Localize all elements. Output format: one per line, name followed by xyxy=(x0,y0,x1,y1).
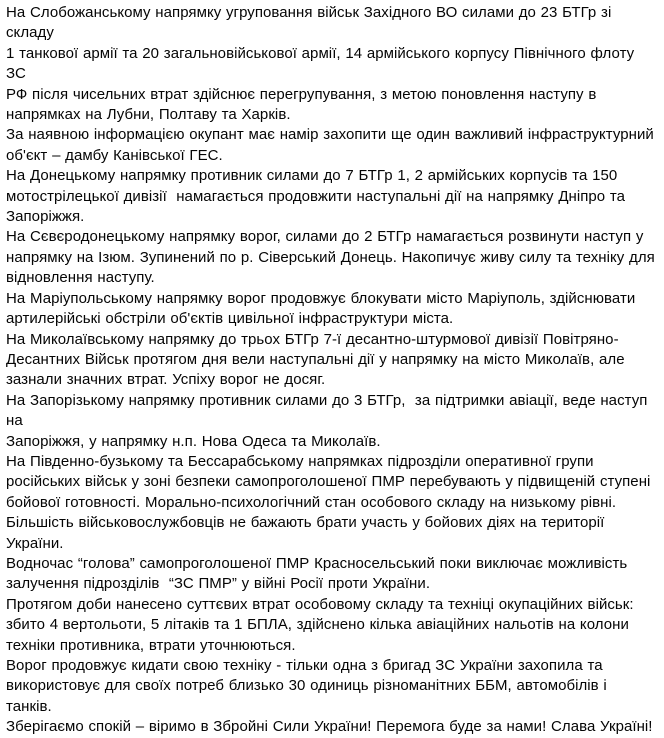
paragraph-servicemen: Більшість військовослужбовців не бажають брати участь у бойових діях на території України. xyxy=(6,514,610,552)
paragraph-kaniv-dam: За наявною інформацією окупант має намір захопити ще один важливий інфраструктурний об'єкт – дамбу Канівської ГЕС. xyxy=(6,126,654,164)
paragraph-sievierodonetsk: На Сєвєродонецькому напрямку ворог, силами до 2 БТГр намагається розвинути наступ у напрямку на Ізюм. Зупинений по р. Сіверський Донець. Накопичує живу силу та техніку для відновлення наступу. xyxy=(6,228,655,287)
paragraph-mariupol: На Маріупольському напрямку ворог продовжує блокувати місто Маріуполь, здійснювати артилерійські обстріли об'єктів цивільної інфраструктури міста. xyxy=(6,289,636,328)
paragraph-losses: Протягом доби нанесено суттєвих втрат особовому складу та техніці окупаційних військ: збито 4 вертольоти, 5 літаків та 1 БПЛА, здійснено кілька авіаційних нальотів на колони техніки противника, втрати уточнюються. xyxy=(6,595,634,654)
paragraph-slobozhanskyi: На Слобожанському напрямку угруповання військ Західного ВО силами до 23 БТГр зі складу 1 танкової армії та 20 загальновійськової армії, 14 армійського корпусу Північного флоту ЗС РФ після чисельних втрат здійснює перегрупування, з метою поновлення наступу в напрямках на Лубни, Полтаву та Харків. xyxy=(6,4,635,124)
paragraph-pivdenno-buzkyi: На Південно-бузькому та Бессарабському напрямках підрозділи оперативної групи російських військ у зоні безпеки самопроголошеної ПМР перебувають у підвищеній ступені бойової готовності. Морально-психологічний стан особового складу на низькому рівні. xyxy=(6,452,651,511)
paragraph-closing: Зберігаємо спокій – віримо в Збройні Сили України! Перемога буде за нами! Слава Україні! xyxy=(6,718,653,736)
paragraph-pmr-head: Водночас “голова” самопроголошеної ПМР Красносельський поки виключає можливість залучення підрозділів “ЗС ПМР” у війні Росії проти України. xyxy=(6,554,628,593)
paragraph-zaporizhzhia: На Запорізькому напрямку противник силами до 3 БТГр, за підтримки авіації, веде наступ на Запоріжжя, у напрямку н.п. Нова Одеса та Миколаїв. xyxy=(6,391,648,450)
paragraph-captured-equipment: Ворог продовжує кидати свою техніку - тільки одна з бригад ЗС України захопила та використовує для своїх потреб близько 30 одиниць різноманітних ББМ, автомобілів і танків. xyxy=(6,657,607,715)
paragraph-donetsk: На Донецькому напрямку противник силами до 7 БТГр 1, 2 армійських корпусів та 150 мотострілецької дивізії намагається продовжити наступальні дії на напрямку Дніпро та Запоріжжя. xyxy=(6,167,626,226)
paragraph-mykolaiv: На Миколаївському напрямку до трьох БТГр 7-ї десантно-штурмової дивізії Повітряно- Десантних Військ протягом дня вели наступальні дії у напрямку на місто Миколаїв, але зазнали значних втрат. Успіху ворог не досяг. xyxy=(6,330,625,389)
